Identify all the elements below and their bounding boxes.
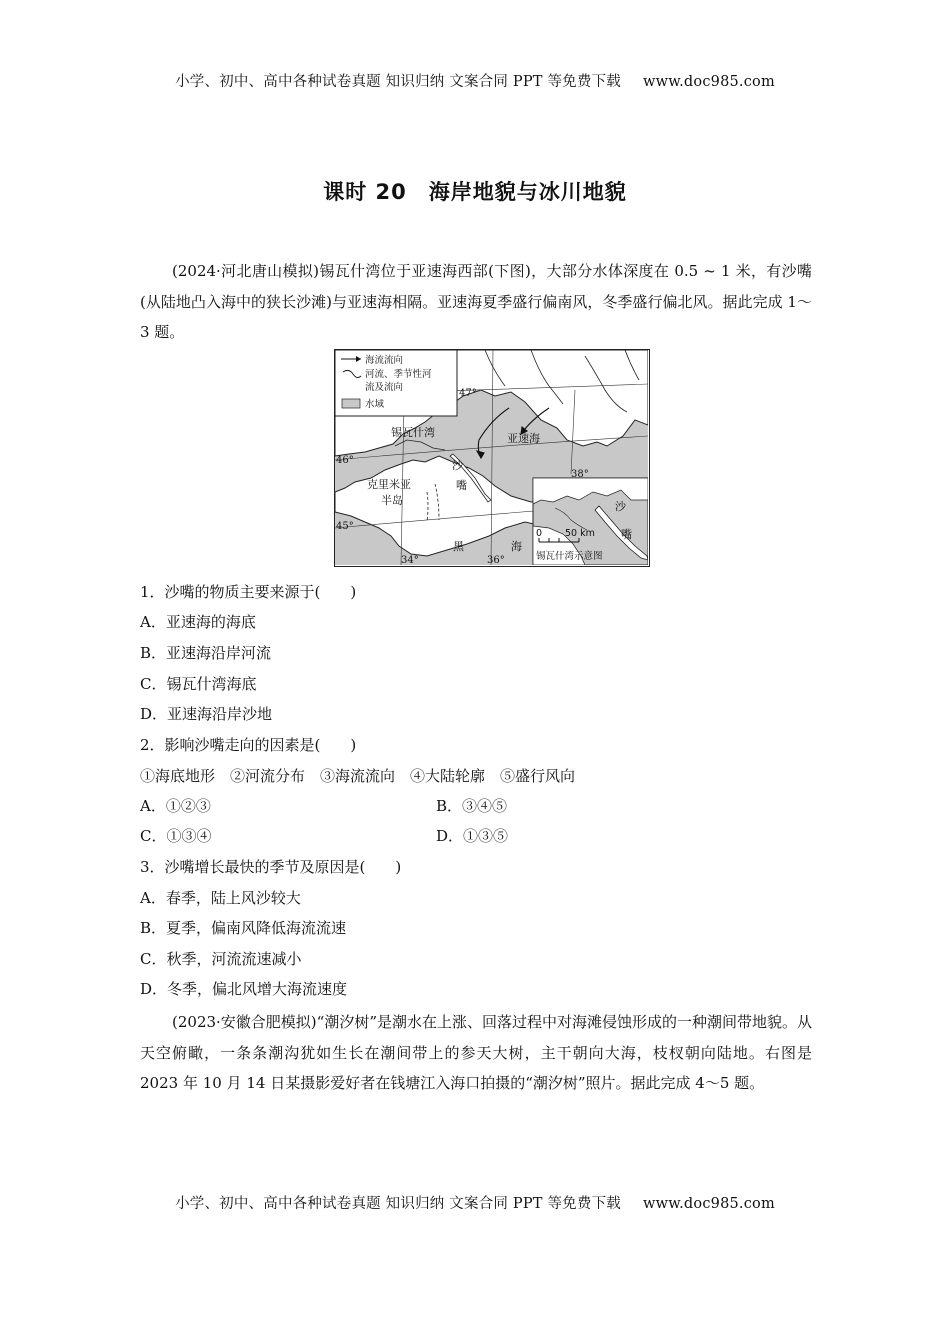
lon-38: 38° — [571, 469, 589, 480]
q2-option-d[interactable]: D．①③⑤ — [436, 827, 509, 845]
inset-spit-label-2: 嘴 — [621, 528, 632, 541]
q1-option-d[interactable]: D．亚速海沿岸沙地 — [140, 705, 273, 723]
spit-label-1: 沙 — [452, 459, 463, 472]
lat-46: 46° — [336, 455, 354, 466]
footer-url[interactable]: www.doc985.com — [642, 1196, 775, 1212]
peninsula-label-1: 克里米亚 — [367, 478, 411, 491]
lon-34: 34° — [401, 555, 419, 565]
legend-water: 水域 — [365, 399, 385, 410]
footer-text: 小学、初中、高中各种试卷真题 知识归纳 文案合同 PPT 等免费下载 — [175, 1196, 621, 1212]
map-figure — [334, 349, 650, 567]
legend-river-1: 河流、季节性河 — [365, 369, 432, 380]
bay-label: 锡瓦什湾 — [391, 426, 435, 439]
q1-stem: 1．沙嘴的物质主要来源于( ) — [140, 583, 357, 601]
q2-stem: 2．影响沙嘴走向的因素是( ) — [140, 736, 357, 754]
intro-paragraph-2: (2023·安徽合肥模拟)“潮汐树”是潮水在上涨、回落过程中对海滩侵蚀形成的一种潮间带地貌。从天空俯瞰，一条条潮沟犹如生长在潮间带上的参天大树，主干朝向大海，枝杈朝向陆地。右图是 2023 年 10 月 14 日某摄影爱好者在钱塘江入海口拍摄的“潮汐树”照片。据此完成 4～5 题。 — [140, 1013, 812, 1092]
sea-label: 亚速海 — [507, 432, 540, 445]
page-header — [0, 70, 950, 91]
inset-spit-label-1: 沙 — [615, 500, 626, 513]
q2-option-b[interactable]: B．③④⑤ — [436, 797, 508, 815]
q1-option-b[interactable]: B．亚速海沿岸河流 — [140, 644, 272, 662]
q3-option-a[interactable]: A．春季，陆上风沙较大 — [140, 889, 301, 907]
legend-river-2: 流及流向 — [365, 382, 404, 393]
q1-option-a[interactable]: A．亚速海的海底 — [140, 613, 256, 631]
inset-caption: 锡瓦什湾示意图 — [536, 551, 603, 562]
black-sea-label-2: 海 — [511, 540, 522, 553]
q3-option-d[interactable]: D．冬季，偏北风增大海流速度 — [140, 980, 348, 998]
intro-paragraph-1: (2024·河北唐山模拟)锡瓦什湾位于亚速海西部(下图)，大部分水体深度在 0.5 ~ 1 米，有沙嘴(从陆地凸入海中的狭长沙滩)与亚速海相隔。亚速海夏季盛行偏南风，冬季盛行偏北风。据此完成 1～3 题。 — [140, 262, 812, 341]
scale-km: 50 km — [565, 528, 595, 539]
lesson-title: 课时 20 海岸地貌与冰川地貌 — [323, 180, 627, 204]
legend-water-icon — [342, 399, 360, 408]
legend — [335, 350, 457, 416]
peninsula-label-2: 半岛 — [381, 494, 403, 507]
inset-map — [533, 478, 648, 565]
q1-option-c[interactable]: C．锡瓦什湾海底 — [140, 675, 257, 693]
spit-label-2: 嘴 — [456, 479, 467, 492]
q3-option-c[interactable]: C．秋季，河流流速减小 — [140, 950, 302, 968]
q2-option-c[interactable]: C．①③④ — [140, 827, 212, 845]
map-svg — [335, 350, 648, 565]
q2-option-a[interactable]: A．①②③ — [140, 797, 211, 815]
page-footer — [0, 1192, 950, 1213]
lat-47: 47° — [459, 388, 477, 399]
scale-zero: 0 — [536, 528, 543, 539]
black-sea-label-1: 黑 — [453, 540, 464, 553]
q3-stem: 3．沙嘴增长最快的季节及原因是( ) — [140, 858, 402, 876]
q2-factors: ①海底地形 ②河流分布 ③海流流向 ④大陆轮廓 ⑤盛行风向 — [140, 767, 576, 785]
header-text: 小学、初中、高中各种试卷真题 知识归纳 文案合同 PPT 等免费下载 — [175, 74, 621, 90]
lon-36: 36° — [487, 555, 505, 565]
header-url[interactable]: www.doc985.com — [642, 74, 775, 90]
q3-option-b[interactable]: B．夏季，偏南风降低海流流速 — [140, 919, 347, 937]
legend-current: 海流流向 — [365, 355, 404, 366]
lat-45: 45° — [336, 521, 354, 532]
